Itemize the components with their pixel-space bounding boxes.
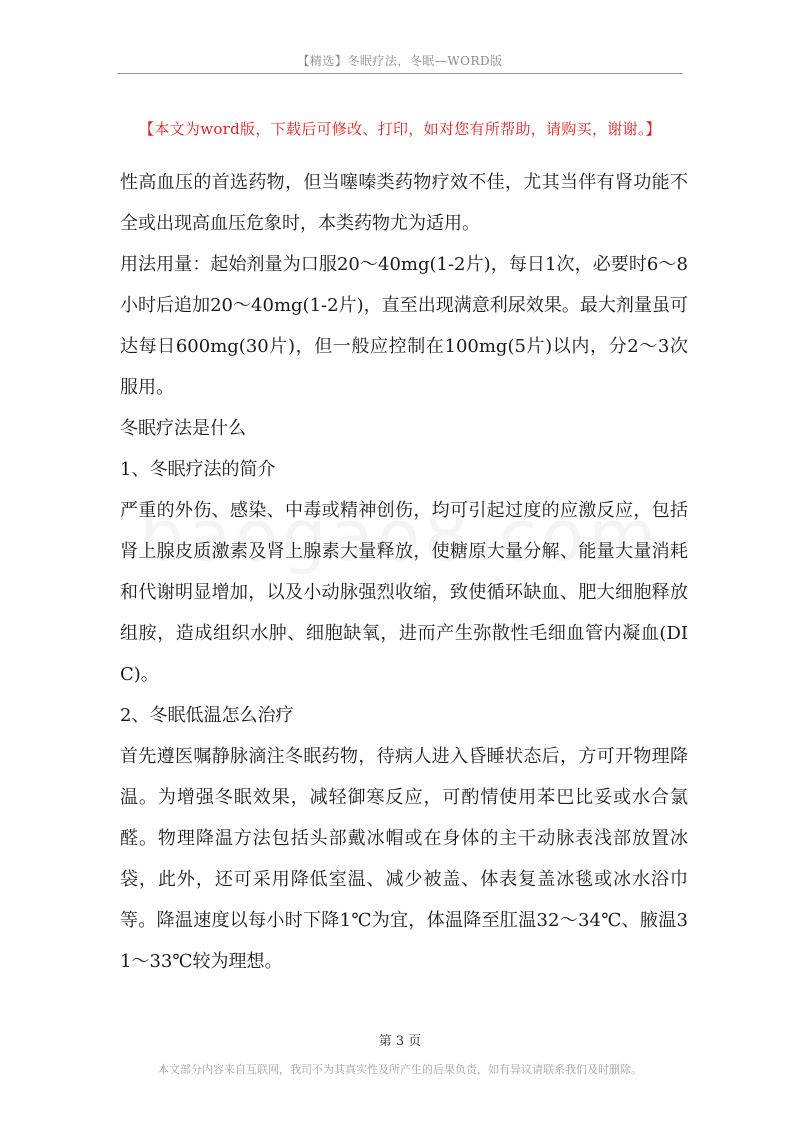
page-header-title: 【精选】冬眠疗法，冬眠—WORD版 bbox=[297, 54, 503, 68]
paragraph-introduction: 严重的外伤、感染、中毒或精神创伤，均可引起过度的应激反应，包括肾上腺皮质激素及肾上腺素大量释放，使糖原大量分解、能量大量消耗和代谢明显增加，以及小动脉强烈收缩，致使循环缺血、肥大细胞释放组胺，造成组织水肿、细胞缺氧，进而产生弥散性毛细血管内凝血(DIC)。 bbox=[120, 500, 688, 685]
heading-what-is-hibernation-therapy: 冬眠疗法是什么 bbox=[120, 418, 246, 439]
paragraph-diuretic-indication: 性高血压的首选药物，但当噻嗪类药物疗效不佳，尤其当伴有肾功能不全或出现高血压危象时，本类药物尤为适用。 bbox=[120, 172, 688, 234]
paragraph-dosage: 用法用量：起始剂量为口服20～40mg(1-2片)，每日1次，必要时6～8小时后追加20～40mg(1-2片)，直至出现满意利尿效果。最大剂量虽可达每日600mg(30片)，但一般应控制在100mg(5片)以内，分2～3次服用。 bbox=[120, 254, 688, 398]
page-footer-disclaimer: 本文部分内容来自互联网，我司不为其真实性及所产生的后果负责，如有异议请联系我们及时删除。 bbox=[158, 1063, 642, 1076]
header-divider bbox=[117, 73, 683, 74]
heading-section-1: 1、冬眠疗法的简介 bbox=[120, 459, 276, 480]
paragraph-treatment: 首先遵医嘱静脉滴注冬眠药物，待病人进入昏睡状态后，方可开物理降温。为增强冬眠效果，减轻御寒反应，可酌情使用苯巴比妥或水合氯醛。物理降温方法包括头部戴冰帽或在身体的主干动脉表浅部放置冰袋，此外，还可采用降低室温、减少被盖、体表复盖冰毯或冰水浴巾等。降温速度以每小时下降1℃为宜，体温降至肛温32～34℃、腋温31～33℃较为理想。 bbox=[120, 746, 688, 972]
document-body bbox=[120, 162, 688, 982]
download-notice: 【本文为word版，下载后可修改、打印，如对您有所帮助，请购买，谢谢。】 bbox=[139, 120, 661, 138]
heading-section-2: 2、冬眠低温怎么治疗 bbox=[120, 705, 294, 726]
page-number: 第 3 页 bbox=[378, 1034, 422, 1049]
